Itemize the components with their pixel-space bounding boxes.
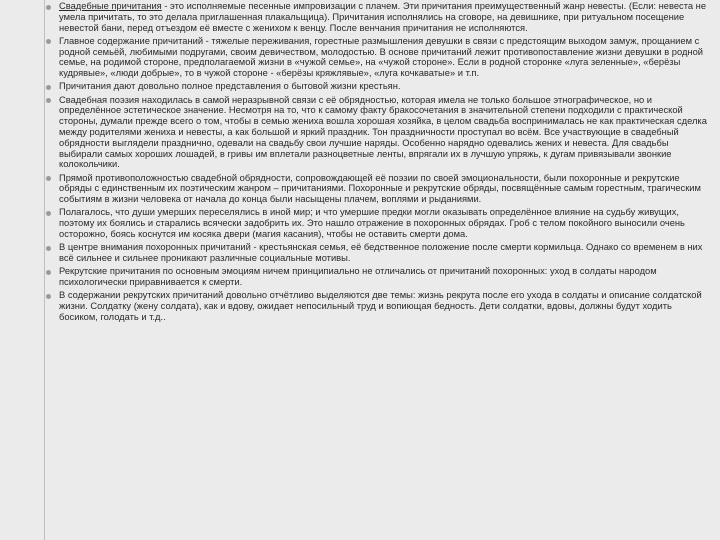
list-item [45, 95, 707, 171]
list-item-text: Полагалось, что души умерших переселялись в иной мир; и что умершие предки могли оказывать определённое влияние на судьбу живущих, поэтому их боялись и старались всячески задобрить их. Это нашло отражение в похоронных обрядах. Гроб с телом покойного выносили очень осторожно, боясь коснутся им косяка двери (магия касания), чтобы не оставить смерти дома. [59, 207, 685, 239]
list-item-text: Главное содержание причитаний - тяжелые переживания, горестные размышления девушки в связи с предстоящим выходом замуж, прощанием с родной семьёй, любимыми подругами, своим девичеством, молодостью. В основе причитаний лежит противопоставление жизни девушки в родной семье, на родимой стороне, предполагаемой жизни в «чужой семье», на «чужой стороне». Если в родной сторонке «луга зеленные», «берёзы кудрявые», «люди добрые», то в чужой стороне - «берёзы кряжлявые», «луга кочкаватые» и т.п. [59, 35, 703, 79]
list-item-text: Рекрутские причитания по основным эмоциям ничем принципиально не отличались от причитаний похоронных: уход в солдаты народом психологически приравнивается к смерти. [59, 266, 657, 287]
bullet-icon [46, 294, 51, 299]
list-item [45, 173, 707, 205]
bullet-icon [46, 39, 51, 44]
list-item-text: - это исполняемые песенные импровизации с плачем. Эти причитания преимущественный жанр невесты. (Если: невеста не умела причитать, то это делала приглашенная плакальщица). Причитания исполнялись на сговоре, на девишнике, при ритуальном посещение невестой бани, перед отъездом её вместе с женихом к венцу. После венчания причитания не исполняются. [59, 1, 707, 33]
list-item-text: Свадебная поэзия находилась в самой неразрывной связи с её обрядностью, которая имела не только большое этнографическое, но и определённое эстетическое значение. Несмотря на то, что к самому факту бракосочетания в значительной степени подходили с практической стороны, думали прежде всего о том, чтобы в семью жениха вошла хорошая хозяйка, в целом свадьба воспринималась не как практическая сделка между родителями жениха и невесты, а как большой и яркий праздник. Тон праздничности проступал во всём. Все участвующие в свадебный обрядности выглядели празднично, одевали на свадьбу свои лучшие наряды. Особенно нарядно одевались жених и невеста. Для свадьбы выбирали самых хороших лошадей, в гривы им вплетали разноцветные ленты, впрягали их в лучшую упряжь, к дугам привязывали звонкие колокольчики. [59, 94, 707, 170]
list-item-text: В центре внимания похоронных причитаний - крестьянская семья, её бедственное положение после смерти кормильца. Однако со временем в них всё сильнее и сильнее проникают различные социальные мотивы. [59, 242, 703, 263]
list-item [45, 81, 707, 92]
bullet-icon [46, 5, 51, 10]
bullet-list [45, 1, 707, 325]
list-item [45, 1, 707, 33]
list-item [45, 266, 707, 288]
list-item-term: Свадебные причитания [59, 1, 162, 11]
list-item-text: В содержании рекрутских причитаний довольно отчётливо выделяются две темы: жизнь рекрута после его ухода в солдаты и описание солдатской жизни. Солдатку (жену солдата), как и вдову, ожидает непосильный труд и вопиющая бедность. Дети солдатки, вдовы, должны будут ходить босиком, голодать и т.д.. [59, 290, 702, 322]
bullet-icon [46, 98, 51, 103]
bullet-icon [46, 246, 51, 251]
bullet-icon [46, 211, 51, 216]
bullet-icon [46, 176, 51, 181]
bullet-icon [46, 85, 51, 90]
bullet-icon [46, 270, 51, 275]
list-item [45, 242, 707, 264]
list-item-text: Прямой противоположностью свадебной обрядности, сопровождающей её поэзии по своей эмоциональности, были похоронные и рекрутские обряды с единственным их поэтическим жанром – причитаниями. Похоронные и рекрутские обряды, посвящённые самым горестным, трагическим событиям в жизни человека от начала до конца были насыщены плачем, воплями и рыданиями. [59, 172, 701, 205]
list-item [45, 36, 707, 79]
list-item [45, 207, 707, 239]
list-item-text: Причитания дают довольно полное представления о бытовой жизни крестьян. [59, 81, 401, 92]
list-item [45, 290, 707, 322]
